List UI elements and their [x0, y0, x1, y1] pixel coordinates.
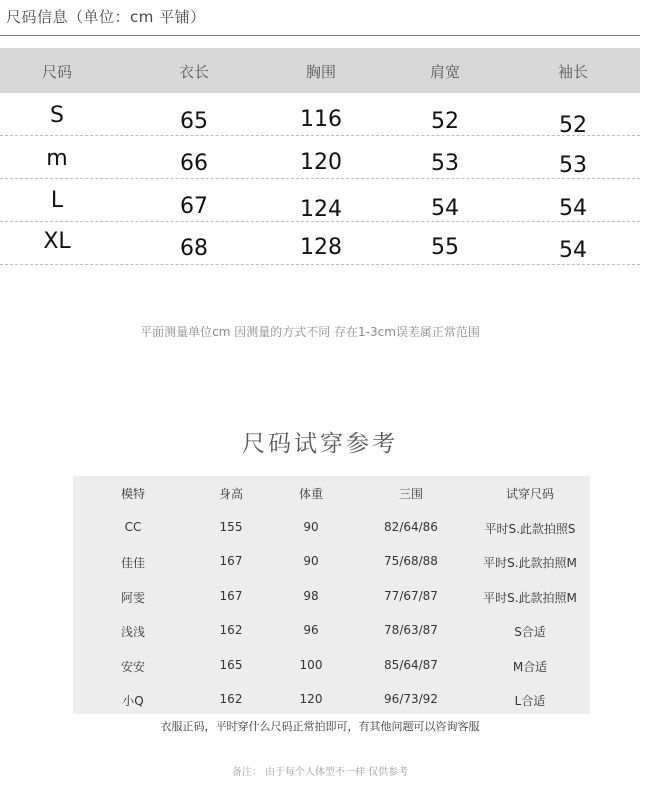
chest-cell: 116 [300, 107, 342, 132]
model-cell: 浅浅 [120, 625, 146, 639]
header-length: 衣长 [178, 63, 210, 81]
remark-note: 备注： 由于每个人体型不一样 仅供参考 [231, 767, 409, 778]
sleeve-cell: 54 [559, 196, 587, 221]
chest-cell: 124 [300, 197, 342, 222]
shoulder-cell: 55 [431, 235, 459, 260]
header-measurements: 三围 [398, 487, 424, 501]
weight-cell: 90 [303, 519, 319, 534]
header-height: 身高 [218, 487, 244, 501]
height-cell: 155 [219, 519, 243, 534]
table-row [73, 511, 590, 546]
size-table [0, 48, 640, 265]
weight-cell: 90 [303, 554, 319, 568]
measurements-cell: 82/64/86 [384, 519, 438, 534]
header-weight: 体重 [298, 487, 324, 501]
header-model: 模特 [120, 487, 146, 501]
model-cell: 安安 [120, 659, 146, 674]
fit-size-cell: M合适 [512, 659, 548, 674]
header-fit-size: 试穿尺码 [505, 487, 555, 501]
measurement-note: 平面测量单位cm 因测量的方式不同 存在1-3cm误差属正常范围 [140, 325, 480, 339]
weight-cell: 96 [303, 623, 319, 637]
chest-cell: 128 [300, 235, 342, 260]
header-size: 尺码 [41, 63, 73, 81]
height-cell: 165 [219, 657, 243, 672]
size-table-header [0, 48, 640, 93]
measurements-cell: 75/68/88 [384, 554, 438, 568]
size-cell: XL [43, 229, 71, 254]
measurements-cell: 77/67/87 [384, 588, 438, 603]
model-cell: 佳佳 [120, 556, 146, 570]
size-cell: L [50, 188, 64, 213]
height-cell: 167 [219, 554, 243, 568]
measurements-cell: 85/64/87 [384, 657, 438, 672]
table-row [0, 136, 640, 179]
table-row [73, 580, 590, 615]
fit-size-cell: 平时S.此款拍照S [484, 521, 576, 536]
size-cell: S [50, 103, 64, 128]
measurements-cell: 96/73/92 [384, 692, 438, 706]
size-cell: m [46, 146, 68, 171]
table-row [73, 683, 590, 718]
shoulder-cell: 52 [431, 109, 459, 134]
length-cell: 66 [180, 151, 208, 176]
table-row [0, 179, 640, 222]
height-cell: 167 [219, 588, 243, 603]
height-cell: 162 [219, 692, 243, 706]
measurements-cell: 78/63/87 [384, 623, 438, 637]
size-info-title: 尺码信息（单位：cm 平铺） [6, 8, 206, 26]
height-cell: 162 [219, 623, 243, 637]
model-cell: 小Q [122, 694, 144, 708]
table-row [73, 545, 590, 580]
header-sleeve: 袖长 [557, 63, 589, 81]
table-row [73, 649, 590, 684]
fit-reference-title: 尺码试穿参考 [242, 431, 398, 457]
sleeve-cell: 54 [559, 238, 587, 263]
sleeve-cell: 53 [559, 153, 587, 178]
sleeve-cell: 52 [559, 113, 587, 138]
model-cell: CC [124, 519, 142, 534]
length-cell: 65 [180, 109, 208, 134]
fit-table [73, 476, 590, 714]
weight-cell: 100 [299, 657, 323, 672]
fit-table-header [73, 476, 590, 511]
fit-size-cell: S合适 [514, 625, 546, 639]
table-row [0, 222, 640, 265]
fit-size-cell: L合适 [514, 694, 546, 708]
table-row [73, 614, 590, 649]
shoulder-cell: 54 [431, 196, 459, 221]
header-chest: 胸围 [305, 63, 337, 81]
weight-cell: 120 [299, 692, 323, 706]
title-divider [0, 35, 640, 36]
length-cell: 68 [180, 236, 208, 261]
fit-note: 衣服正码，平时穿什么尺码正常拍即可，有其他问题可以咨询客服 [160, 720, 480, 733]
fit-size-cell: 平时S.此款拍照M [483, 590, 577, 605]
model-cell: 阿雯 [120, 590, 146, 605]
chest-cell: 120 [300, 150, 342, 175]
fit-size-cell: 平时S.此款拍照M [483, 556, 577, 570]
table-row [0, 93, 640, 136]
shoulder-cell: 53 [431, 151, 459, 176]
weight-cell: 98 [303, 588, 319, 603]
header-shoulder: 肩宽 [429, 63, 461, 81]
length-cell: 67 [180, 194, 208, 219]
